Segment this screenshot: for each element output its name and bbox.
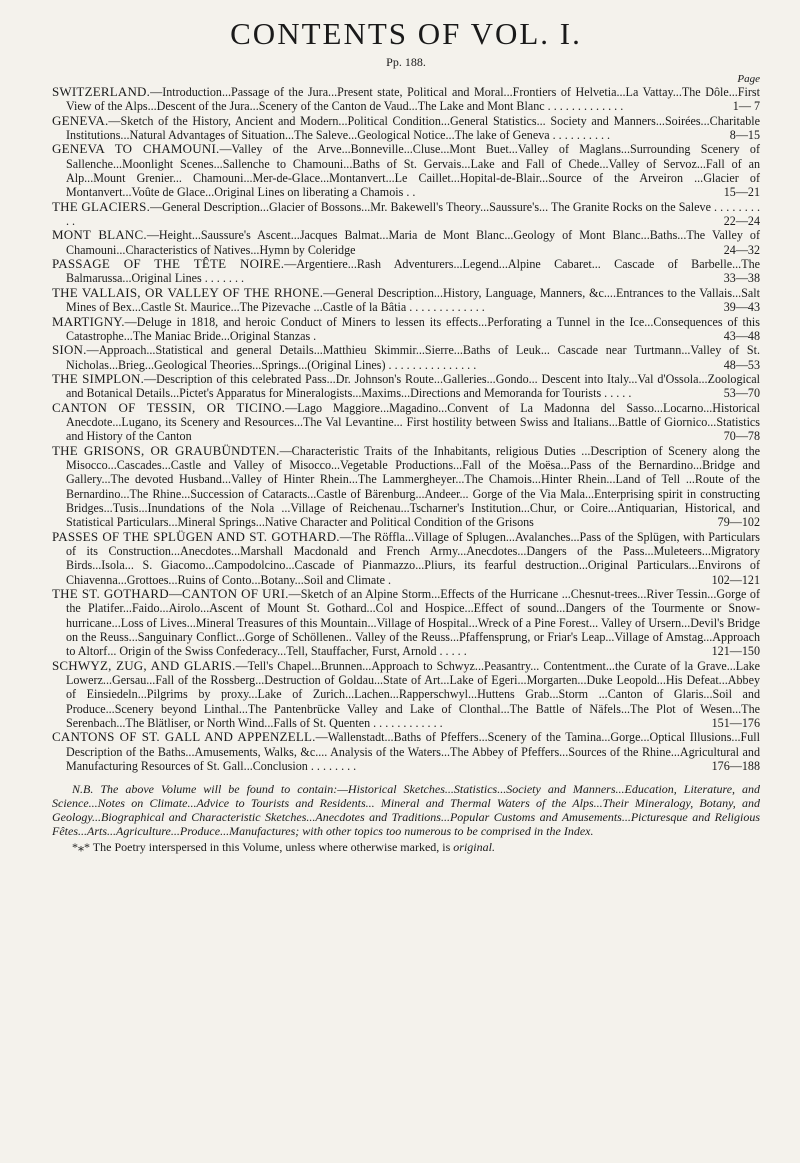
- entry-page-range: 1— 7: [732, 99, 760, 114]
- contents-entry: [52, 286, 760, 315]
- entry-page-range: 176—188: [711, 759, 760, 774]
- entry-page-range: 151—176: [711, 716, 760, 731]
- entry-text: —Sketch of an Alpine Storm...Effects of the Hurricane ...Chesnut-trees...River Tessin...Gorge of the Platifer...Faido...Airolo...Ascent of Mount St. Gothard...Col and Hospice...Effect of sound...Dangers of the Tourmente or Snow-hurricane...Loss of Lives...Mineral Treasures of this Mountain...Village of Hospital...Wreck of a Pine Forest... Valley of Ursern...Devil's Bridge on the Reuss...Sanguinary Conflict...Gorge of Schöllenen.. Valley of the Reuss...Pfaffensprung, or Friar's Leap...Village of Amstag...Approach to Altorf... Origin of the Swiss Confederacy...Tell, Stauffacher, Furst, Arnold . . . . .: [66, 587, 760, 659]
- contents-entry: [52, 114, 760, 143]
- entry-page-range: 39—43: [723, 300, 760, 315]
- entry-heading: THE SIMPLON.: [52, 370, 145, 386]
- poetry-note: [52, 840, 760, 854]
- entry-page-range: 79—102: [717, 515, 760, 530]
- contents-entry: [52, 200, 760, 229]
- poetry-text: The Poetry interspersed in this Volume, unless where otherwise marked, is: [92, 840, 451, 855]
- entry-text: —The Röffla...Village of Splugen...Avalanches...Pass of the Splügen, with Particulars of its Construction...Anecdotes...Marshall Macdonald and French Army...Anecdotes...Dangers of the Pass...Muleteers...Migratory Birds...Isola... S. Giacomo...Campodolcino...Cascade of Pianmazzo...Pliurs, its fearful destruction...Original Particulars...Environs of Chiavenna...Grottoes...Ruins of Conto...Botany...Soil and Climate .: [66, 529, 760, 587]
- entry-heading: GENEVA TO CHAMOUNI.: [52, 141, 220, 157]
- contents-entry: [52, 730, 760, 773]
- contents-entry: [52, 659, 760, 731]
- contents-entry: [52, 372, 760, 401]
- contents-entry: [52, 315, 760, 344]
- contents-list: [52, 85, 760, 774]
- entry-heading: THE GLACIERS.: [52, 198, 151, 214]
- entry-heading: THE VALLAIS, OR VALLEY OF THE RHONE.: [52, 284, 324, 300]
- entry-page-range: 24—32: [723, 242, 760, 257]
- contents-entry: [52, 85, 760, 114]
- contents-entry: [52, 142, 760, 199]
- entry-heading: PASSAGE OF THE TÊTE NOIRE.: [52, 256, 285, 272]
- page-title: CONTENTS OF VOL. I.: [230, 16, 582, 51]
- entry-text: —Tell's Chapel...Brunnen...Approach to Schwyz...Peasantry... Contentment...the Curate of la Grave...Lake Lowerz...Gersau...Fall of the Rossberg...Destruction of Goldau...State of Art...Lake of Egeri...Morgarten...Duke Leopold...His Defeat...Abbey of Einsiedeln...Pilgrims by proxy...Lake of Zurich...Lachen...Rapperschwyl...Huttens Grab...Storm ...Canton of Glaris...Soil and Produce...Scenery beyond Linthal...The Pantenbrücke Valley and Lake of Clonthal...The Battle of Näfels...The Plot of Wesen...The Serenbach...The Blätliser, or North Wind...Falls of St. Quenten . . . . . . . . . . . .: [66, 658, 760, 731]
- nb-label: N.B.: [72, 781, 94, 796]
- entry-text: —Approach...Statistical and general Details...Matthieu Skimmir...Sierre...Baths of Leuk... Cascade near Turtmann...Valley of St. Nicholas...Brieg...Geological Theories...Springs...(Original Lines) . . . . . . . . . . . . . . .: [66, 343, 760, 372]
- contents-entry: [52, 257, 760, 286]
- contents-entry: [52, 343, 760, 372]
- entry-page-range: 102—121: [711, 572, 760, 587]
- entry-heading: THE GRISONS, OR GRAUBÜNDTEN.: [52, 442, 280, 458]
- contents-entry: [52, 228, 760, 257]
- entry-page-range: 22—24: [723, 214, 760, 229]
- entry-text: —Valley of the Arve...Bonneville...Cluse...Mont Buet...Valley of Maglans...Surrounding Scenery of Sallenche...Moonlight Scenes...Sallenche to Chamouni...Baths of St. Gervais...Lake and Fall of Chede...Valley of Servoz...Fall of an Alp...Mount Grenier... Chamouni...Mer-de-Glace...Montanvert...Le Caillet...Hopital-de-Blair...Source of the Arveiron ...Glacier of Montanvert...Voûte de Glace...Original Lines on liberating a Chamois . .: [66, 142, 760, 200]
- entry-heading: MONT BLANC.: [52, 227, 147, 243]
- entry-text: —General Description...Glacier of Bossons...Mr. Bakewell's Theory...Saussure's... The Granite Rocks on the Saleve . . . . . . . . . .: [66, 199, 760, 229]
- nb-text: The above Volume will be found to contain:—Historical Sketches...Statistics...Society and Manners...Education, Literature, and Science...Notes on Climate...Advice to Tourists and Residents... Mineral and Thermal Waters of the Alps...Their Mineralogy, Botany, and Geology...Biographical and Characteristic Sketches...Anecdotes and Traditions...Popular Customs and Amusements...Picturesque and Religious Fêtes...Arts...Agriculture...Produce...Manufactures; with other topics too numerous to be comprised in the Index.: [52, 781, 761, 839]
- entry-page-range: 33—38: [723, 271, 760, 286]
- contents-entry: [52, 444, 760, 530]
- entry-text: —Introduction...Passage of the Jura...Present state, Political and Moral...Frontiers of Helvetia...La Vattay...The Dôle...First View of the Alps...Descent of the Jura...Scenery of the Canton de Vaud...The Lake and Mont Blanc . . . . . . . . . . . . .: [66, 85, 760, 114]
- contents-entry: [52, 587, 760, 659]
- contents-entry: [52, 401, 760, 444]
- entry-heading: SWITZERLAND.: [52, 84, 151, 99]
- entry-page-range: 8—15: [729, 128, 760, 143]
- poetry-mark: *⁎*: [72, 840, 90, 855]
- entry-text: —Argentiere...Rash Adventurers...Legend...Alpine Cabaret... Cascade of Barbelle...The Balmarussa...Original Lines . . . . . . .: [66, 257, 760, 286]
- entry-text: —Description of this celebrated Pass...Dr. Johnson's Route...Galleries...Gondo... Descent into Italy...Val d'Ossola...Zoological and Botanical Details...Pictet's Apparatus for Mineralogists...Maxims...Directions and Memoranda for Tourists . . . . .: [66, 371, 760, 401]
- entry-text: —Wallenstadt...Baths of Pfeffers...Scenery of the Tamina...Gorge...Optical Illusions...Full Description of the Baths...Amusements, Walks, &c.... Analysis of the Waters...The Abbey of Pfeffers...Sources of the Rhine...Agricultural and Manufacturing Resources of St. Gall...Conclusion . . . . . . . .: [66, 730, 760, 774]
- poetry-original: original.: [453, 840, 495, 855]
- entry-text: —Height...Saussure's Ascent...Jacques Balmat...Maria de Mont Blanc...Geology of Mont Blanc...Baths...The Valley of Chamouni...Characteristics of Natives...Hymn by Coleridge: [66, 228, 760, 257]
- entry-text: —Sketch of the History, Ancient and Modern...Political Condition...General Statistics... Society and Manners...Soirées...Charitable Institutions...Natural Advantages of Situation...The Saleve...Geological Notice...The lake of Geneva . . . . . . . . . .: [66, 113, 760, 143]
- entry-page-range: 53—70: [723, 386, 760, 401]
- entry-text: —Characteristic Traits of the Inhabitants, religious Duties ...Description of Scenery along the Misocco...Cascades...Castle and Valley of Misocco...Vegetable Productions...Fall of the Moësa...Pass of the Bernardino...Bridge and Gallery...The devoted Husband...Valley of Hinter Rhein...The Lammergheyer...The Chamois...Hinter Rhein...Land of Tell ...Route of the Bernardino...The Rhine...Succession of Cataracts...Castle of Bärenburg...Andeer... Gorge of the Via Mala...Enterprising spirit in constructing Bridges...Tusis...Inundations of the Nola ...Village of Reichenau...Tscharner's Institution...Chur, or Coire...Antiquarian, Historical, and Statistical Particulars...Mineral Springs...Native Character and Political Condition of the Grisons: [66, 443, 760, 530]
- entry-page-range: 121—150: [711, 644, 760, 659]
- entry-page-range: 43—48: [723, 328, 760, 343]
- page-count: Pp. 188.: [386, 55, 426, 69]
- entry-heading: CANTONS OF ST. GALL AND APPENZELL.: [52, 729, 316, 745]
- entry-heading: MARTIGNY.: [52, 313, 125, 329]
- contents-entry: [52, 530, 760, 587]
- entry-heading: SION.: [52, 342, 87, 358]
- entry-heading: PASSES OF THE SPLÜGEN AND ST. GOTHARD.: [52, 528, 340, 544]
- nb-note: [52, 782, 760, 839]
- entry-heading: CANTON OF TESSIN, OR TICINO.: [52, 399, 286, 415]
- entry-text: —General Description...History, Language, Manners, &c....Entrances to the Vallais...Salt Mines of Bex...Castle St. Maurice...The Pizevache ...Castle of la Bâtia . . . . . . . . . . . . .: [66, 285, 760, 315]
- entry-page-range: 70—78: [723, 429, 760, 444]
- entry-heading: SCHWYZ, ZUG, AND GLARIS.: [52, 657, 236, 673]
- entry-heading: THE ST. GOTHARD—CANTON OF URI.: [52, 586, 289, 602]
- page-column-label: Page: [737, 73, 760, 85]
- entry-heading: GENEVA.: [52, 112, 109, 128]
- entry-text: —Lago Maggiore...Magadino...Convent of La Madonna del Sasso...Locarno...Historical Anecdote...Lugano, its Scenery and Resources...The Val Levantine... First hostility between Swiss and Italians...Battle of Giornico...Statistics and History of the Canton: [66, 400, 761, 444]
- entry-page-range: 48—53: [723, 357, 760, 372]
- entry-page-range: 15—21: [723, 185, 760, 200]
- entry-text: —Deluge in 1818, and heroic Conduct of Miners to lessen its effects...Perforating a Tunnel in the Ice...Consequences of this Catastrophe...The Maniac Bride...Original Stanzas .: [66, 314, 760, 343]
